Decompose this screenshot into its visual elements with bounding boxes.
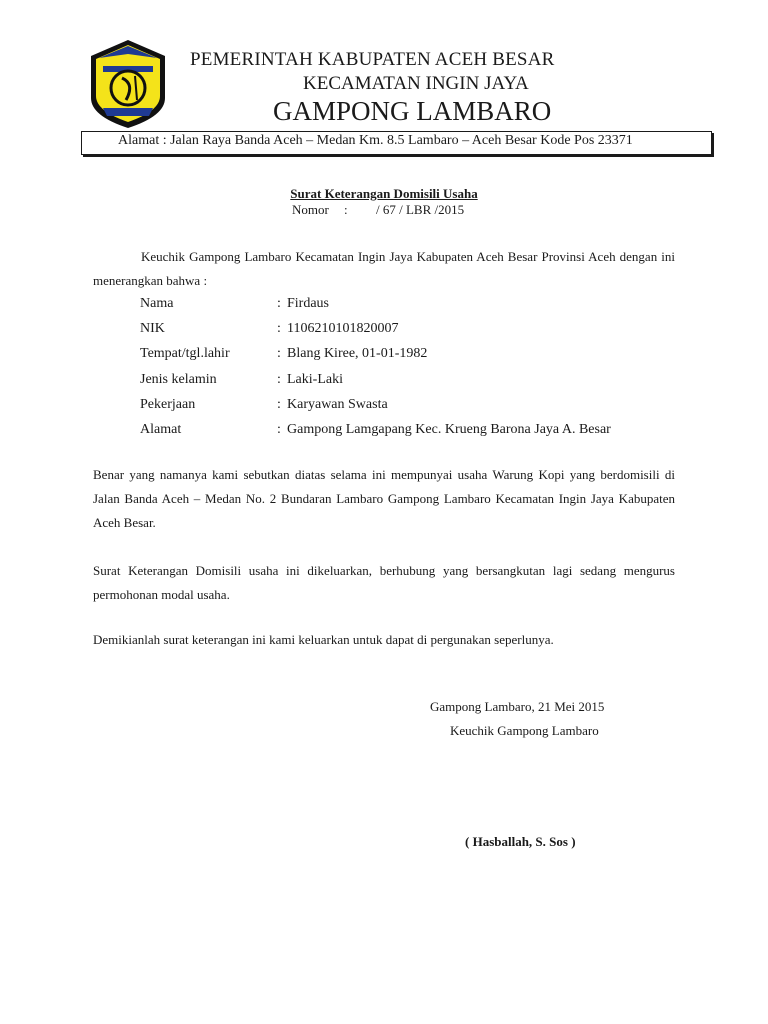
- number-value: / 67 / LBR /2015: [376, 202, 465, 217]
- signature-name: ( Hasballah, S. Sos ): [465, 834, 576, 849]
- field-row-gender: Jenis kelamin : Laki-Laki: [140, 367, 611, 392]
- letterhead-district: KECAMATAN INGIN JAYA: [303, 73, 529, 94]
- signature-place-date: Gampong Lambaro, 21 Mei 2015: [430, 699, 605, 714]
- field-label: Jenis kelamin: [140, 371, 217, 387]
- purpose-paragraph: Surat Keterangan Domisili usaha ini dikeluarkan, berhubung yang bersangkutan lagi sedang mengurus permohonan modal usaha.: [93, 563, 675, 602]
- field-row-job: Pekerjaan : Karyawan Swasta: [140, 392, 611, 417]
- letter-number: [292, 202, 464, 218]
- business-paragraph: Benar yang namanya kami sebutkan diatas selama ini mempunyai usaha Warung Kopi yang berdomisili di Jalan Banda Aceh – Medan No. 2 Bundaran Lambaro Gampong Lambaro Kecamatan Ingin Jaya Kabupaten Aceh Besar.: [93, 467, 675, 530]
- field-value: 1106210101820007: [287, 321, 399, 337]
- field-label: Tempat/tgl.lahir: [140, 346, 230, 362]
- field-row-birth: Tempat/tgl.lahir : Blang Kiree, 01-01-1982: [140, 341, 611, 366]
- closing-paragraph: Demikianlah surat keterangan ini kami keluarkan untuk dapat di pergunakan seperlunya.: [93, 632, 554, 647]
- letterhead-address: Alamat : Jalan Raya Banda Aceh – Medan Km. 8.5 Lambaro – Aceh Besar Kode Pos 23371: [118, 133, 633, 148]
- field-label: NIK: [140, 321, 165, 337]
- field-label: Nama: [140, 296, 174, 311]
- field-value: Gampong Lamgapang Kec. Krueng Barona Jaya A. Besar: [287, 421, 611, 437]
- aceh-besar-emblem-logo: [89, 38, 167, 130]
- field-label: Alamat: [140, 421, 182, 437]
- letterhead-regency: PEMERINTAH KABUPATEN ACEH BESAR: [190, 49, 555, 70]
- field-value: Karyawan Swasta: [287, 396, 388, 412]
- field-row-address: Alamat : Gampong Lamgapang Kec. Krueng Barona Jaya A. Besar: [140, 417, 611, 442]
- intro-paragraph: Keuchik Gampong Lambaro Kecamatan Ingin Jaya Kabupaten Aceh Besar Provinsi Aceh dengan ini menerangkan bahwa :: [93, 249, 675, 288]
- number-label: Nomor: [292, 202, 329, 217]
- identity-fields: [140, 291, 611, 442]
- letter-title: [0, 186, 768, 202]
- signature-position: Keuchik Gampong Lambaro: [450, 723, 599, 738]
- letter-title-text: Surat Keterangan Domisili Usaha: [290, 186, 478, 201]
- field-value: Laki-Laki: [287, 371, 343, 387]
- field-label: Pekerjaan: [140, 396, 196, 412]
- field-row-nik: NIK : 1106210101820007: [140, 316, 611, 341]
- field-value: Blang Kiree, 01-01-1982: [287, 346, 428, 362]
- letterhead-village: GAMPONG LAMBARO: [273, 96, 552, 126]
- field-row-nama: Nama : Firdaus: [140, 291, 611, 316]
- number-colon: :: [344, 202, 348, 217]
- field-value: Firdaus: [287, 296, 329, 311]
